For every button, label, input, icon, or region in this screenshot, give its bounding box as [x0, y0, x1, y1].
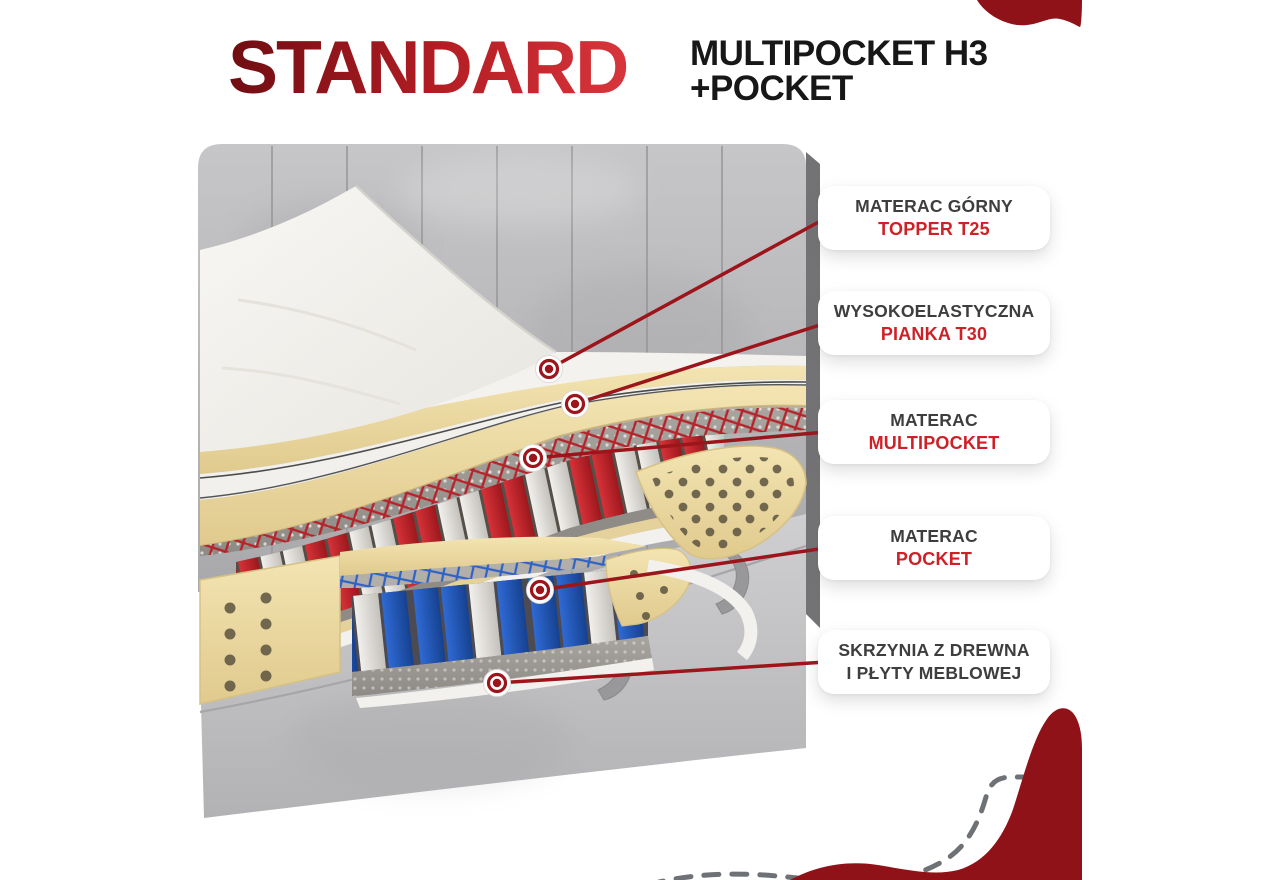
callout-label-multipocket — [818, 400, 1050, 464]
callout-label-pocket — [818, 516, 1050, 580]
callout-label-line2: MULTIPOCKET — [868, 433, 1000, 453]
model-title-line1: MULTIPOCKET H3 — [690, 34, 988, 73]
model-title-line2: +POCKET — [690, 69, 853, 108]
callout-label-foam — [818, 291, 1050, 355]
callout-label-box — [818, 630, 1050, 694]
callout-label-line1: WYSOKOELASTYCZNA — [833, 301, 1035, 321]
callout-marker — [536, 356, 563, 383]
corner-blob-top-right — [977, 0, 1082, 27]
model-title — [690, 36, 988, 106]
callout-label-line1: MATERAC — [890, 526, 978, 546]
callout-marker — [484, 670, 511, 697]
callout-marker — [520, 445, 547, 472]
callout-label-line2: PIANKA T30 — [880, 324, 988, 344]
callout-label-topper — [818, 186, 1050, 250]
callout-label-line1: MATERAC — [890, 410, 978, 430]
bed-illustration — [198, 144, 820, 818]
callout-label-line2: I PŁYTY MEBLOWEJ — [846, 663, 1022, 683]
callout-label-line1: SKRZYNIA Z DREWNA — [838, 640, 1030, 660]
callout-label-line1: MATERAC GÓRNY — [855, 196, 1013, 216]
callout-label-line2: POCKET — [895, 549, 973, 569]
corner-blob-bottom-right — [790, 708, 1082, 880]
collection-title: STANDARD — [228, 25, 628, 109]
callout-label-line2: TOPPER T25 — [878, 219, 990, 239]
callout-marker — [562, 391, 589, 418]
callout-marker — [527, 577, 554, 604]
